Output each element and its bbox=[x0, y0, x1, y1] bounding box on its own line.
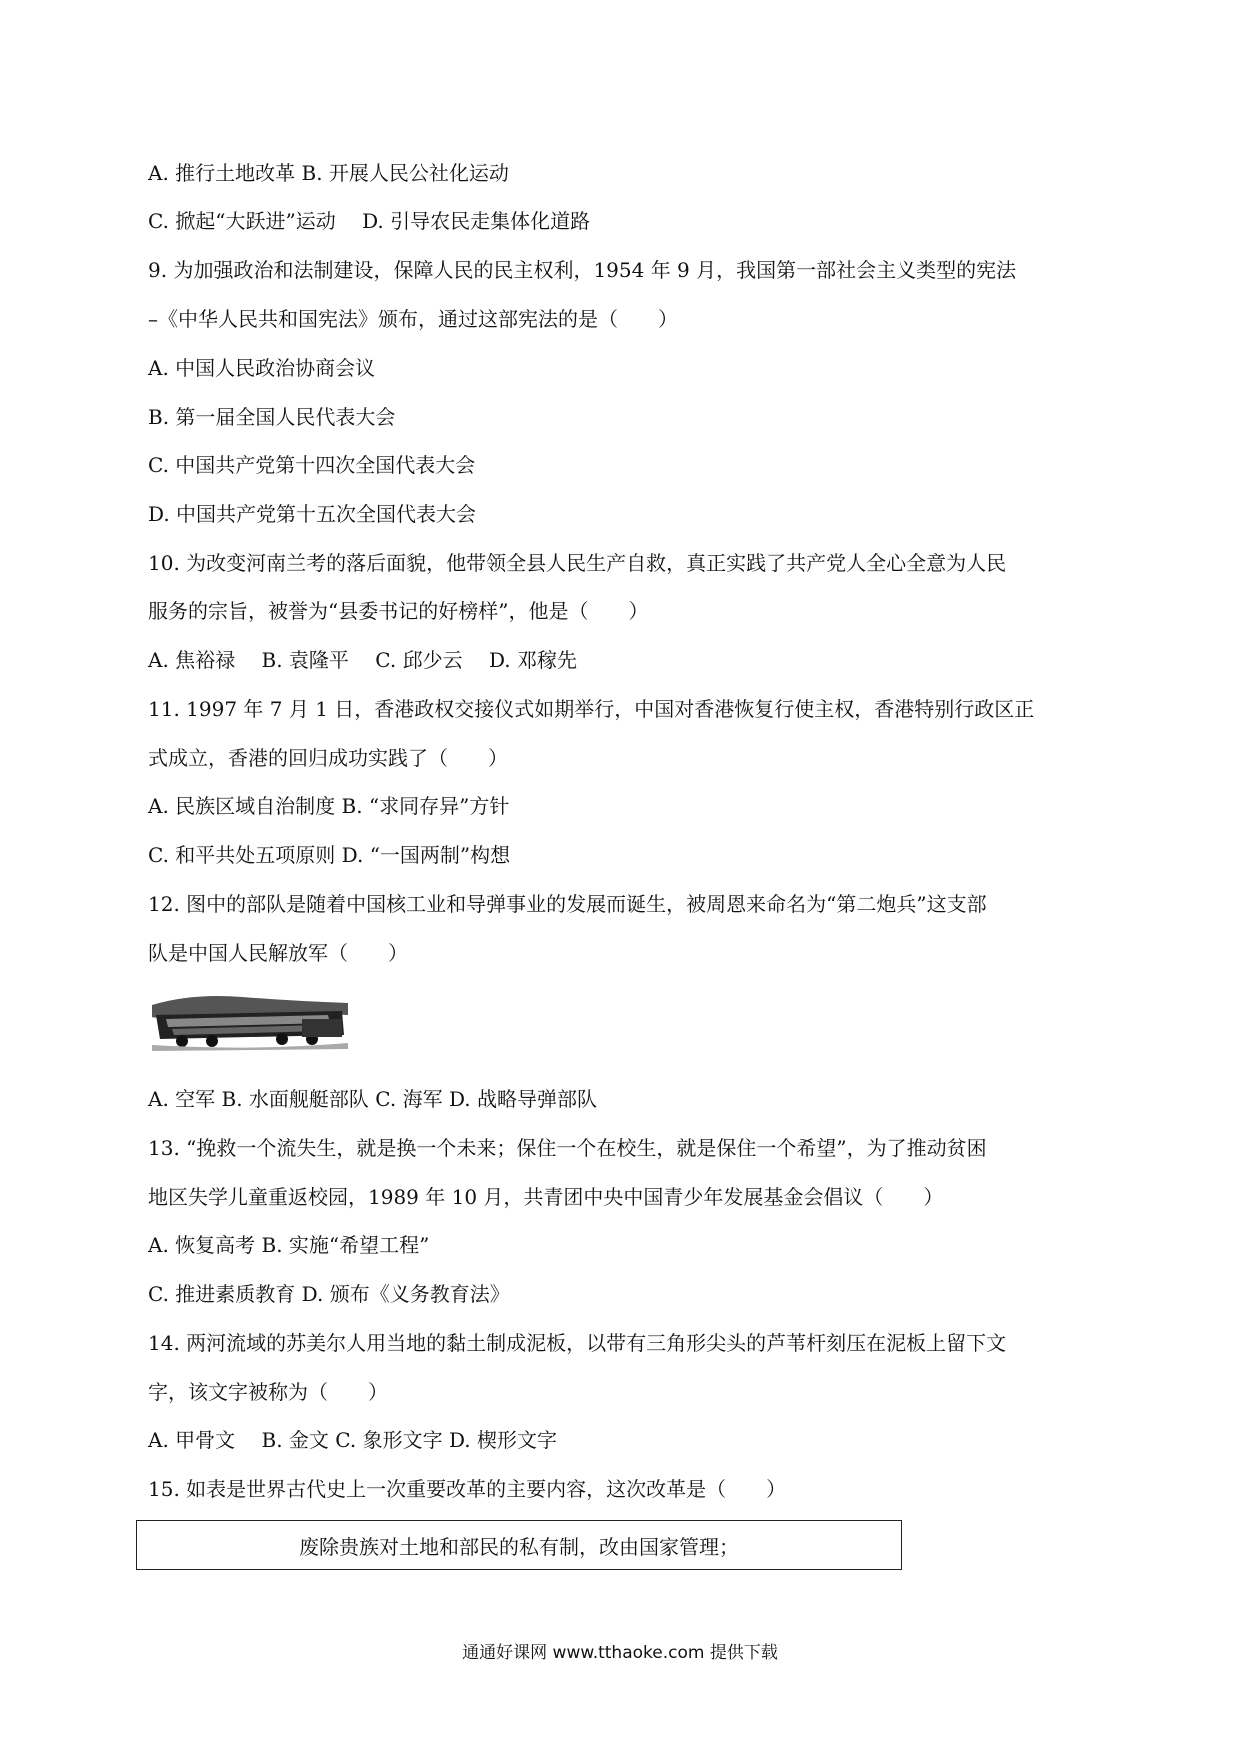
line-q14-options: A. 甲骨文 B. 金文 C. 象形文字 D. 楔形文字 bbox=[148, 1428, 557, 1452]
footer-watermark: 通通好课网 www.tthaoke.com 提供下载 bbox=[462, 1643, 778, 1663]
line-q12-options: A. 空军 B. 水面舰艇部队 C. 海军 D. 战略导弹部队 bbox=[148, 1087, 597, 1111]
line-q10-stem-2: 服务的宗旨，被誉为“县委书记的好榜样”，他是（ ） bbox=[148, 599, 649, 623]
line-q13-stem-1: 13. “挽救一个流失生，就是换一个未来；保住一个在校生，就是保住一个希望”，为了推动贫困 bbox=[148, 1136, 987, 1160]
line-q12-stem-1: 12. 图中的部队是随着中国核工业和导弹事业的发展而诞生，被周恩来命名为“第二炮兵”这支部 bbox=[148, 892, 987, 916]
line-q11-options-ab: A. 民族区域自治制度 B. “求同存异”方针 bbox=[148, 794, 510, 818]
line-q10-options: A. 焦裕禄 B. 袁隆平 C. 邱少云 D. 邓稼先 bbox=[148, 648, 577, 672]
table-cell: 废除贵族对土地和部民的私有制，改由国家管理； bbox=[299, 1534, 739, 1559]
line-q10-stem-1: 10. 为改变河南兰考的落后面貌，他带领全县人民生产自救，真正实践了共产党人全心全意为人民 bbox=[148, 551, 1007, 575]
line-q13-options-ab: A. 恢复高考 B. 实施“希望工程” bbox=[148, 1233, 430, 1257]
line-q15-stem: 15. 如表是世界古代史上一次重要改革的主要内容，这次改革是（ ） bbox=[148, 1477, 787, 1501]
reform-content-table bbox=[136, 1520, 902, 1570]
line-q9-option-a: A. 中国人民政治协商会议 bbox=[148, 356, 376, 380]
line-q9-stem-1: 9. 为加强政治和法制建设，保障人民的民主权利，1954 年 9 月，我国第一部社会主义类型的宪法 bbox=[148, 258, 1017, 282]
line-q14-stem-2: 字，该文字被称为（ ） bbox=[148, 1380, 388, 1404]
line-q12-stem-2: 队是中国人民解放军（ ） bbox=[148, 941, 408, 965]
line-q9-option-b: B. 第一届全国人民代表大会 bbox=[148, 405, 396, 429]
line-q11-stem-2: 式成立，香港的回归成功实践了（ ） bbox=[148, 746, 508, 770]
line-q9-option-d: D. 中国共产党第十五次全国代表大会 bbox=[148, 502, 477, 526]
line-q8-options-ab: A. 推行土地改革 B. 开展人民公社化运动 bbox=[148, 161, 509, 185]
line-q13-stem-2: 地区失学儿童重返校园，1989 年 10 月，共青团中央中国青少年发展基金会倡议（ ） bbox=[148, 1185, 944, 1209]
line-q9-option-c: C. 中国共产党第十四次全国代表大会 bbox=[148, 453, 476, 477]
line-q11-stem-1: 11. 1997 年 7 月 1 日，香港政权交接仪式如期举行，中国对香港恢复行使主权，香港特别行政区正 bbox=[148, 697, 1035, 721]
line-q14-stem-1: 14. 两河流域的苏美尔人用当地的黏土制成泥板，以带有三角形尖头的芦苇杆刻压在泥板上留下文 bbox=[148, 1331, 1007, 1355]
line-q11-options-cd: C. 和平共处五项原则 D. “一国两制”构想 bbox=[148, 843, 511, 867]
line-q8-options-cd: C. 掀起“大跃进”运动 D. 引导农民走集体化道路 bbox=[148, 209, 591, 233]
line-q9-stem-2: –《中华人民共和国宪法》颁布，通过这部宪法的是（ ） bbox=[148, 307, 678, 331]
line-q13-options-cd: C. 推进素质教育 D. 颁布《义务教育法》 bbox=[148, 1282, 510, 1306]
missile-unit-photo bbox=[152, 985, 348, 1055]
